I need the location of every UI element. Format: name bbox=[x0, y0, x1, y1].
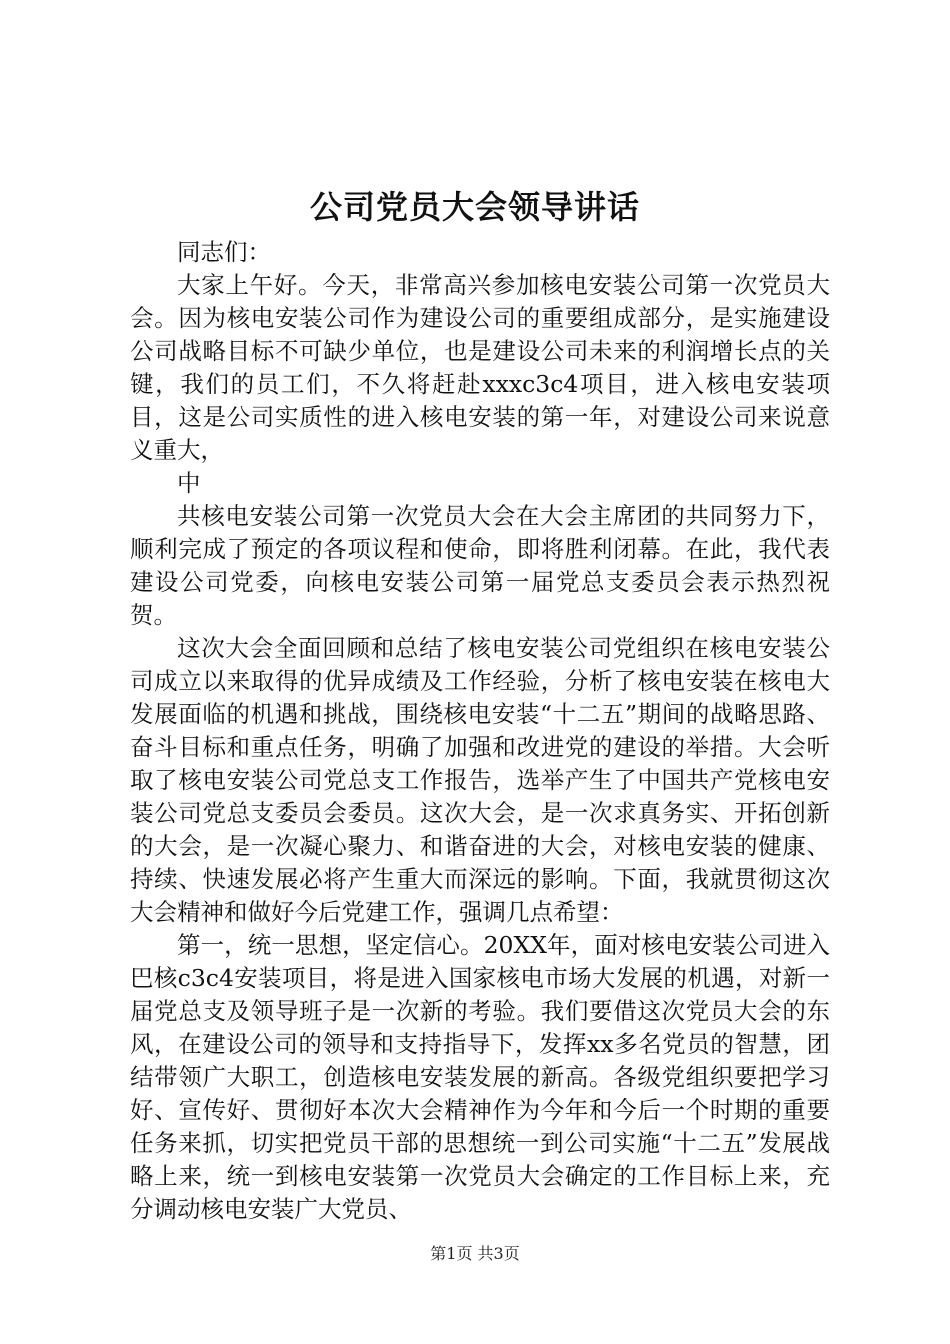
paragraph-review: 这次大会全面回顾和总结了核电安装公司党组织在核电安装公司成立以来取得的优异成绩及工作经验，分析了核电安装在核电大发展面临的机遇和挑战，围绕核电安装“十二五”期间的战略思路、奋斗目标和重点任务，明确了加强和改进党的建设的举措。大会听取了核电安装公司党总支工作报告，选举产生了中国共产党核电安装公司党总支委员会委员。这次大会，是一次求真务实、开拓创新的大会，是一次凝心聚力、和谐奋进的大会，对核电安装的健康、持续、快速发展必将产生重大而深远的影响。下面，我就贯彻这次大会精神和做好今后党建工作，强调几点希望： bbox=[130, 634, 830, 926]
paragraph-fragment: 中 bbox=[177, 469, 201, 497]
page-footer: 第1页 共3页 bbox=[430, 1244, 520, 1263]
document-body bbox=[130, 236, 830, 1226]
document-title: 公司党员大会领导讲话 bbox=[309, 188, 640, 226]
paragraph-congratulations: 共核电安装公司第一次党员大会在大会主席团的共同努力下，顺利完成了预定的各项议程和使命，即将胜利闭幕。在此，我代表建设公司党委，向核电安装公司第一届党总支委员会表示热烈祝贺。 bbox=[130, 502, 830, 629]
paragraph-first-point: 第一，统一思想，坚定信心。20XX年，面对核电安装公司进入巴核c3c4安装项目，将是进入国家核电市场大发展的机遇，对新一届党总支及领导班子是一次新的考验。我们要借这次党员大会的东风，在建设公司的领导和支持指导下，发挥xx多名党员的智慧，团结带领广大职工，创造核电安装发展的新高。各级党组织要把学习好、宣传好、贯彻好本次大会精神作为今年和今后一个时期的重要任务来抓，切实把党员干部的思想统一到公司实施“十二五”发展战略上来，统一到核电安装第一次党员大会确定的工作目标上来，充分调动核电安装广大党员、 bbox=[130, 931, 830, 1223]
paragraph-greeting: 大家上午好。今天，非常高兴参加核电安装公司第一次党员大会。因为核电安装公司作为建设公司的重要组成部分，是实施建设公司战略目标不可缺少单位，也是建设公司未来的利润增长点的关键，我们的员工们，不久将赶赴xxxc3c4项目，进入核电安装项目，这是公司实质性的进入核电安装的第一年，对建设公司来说意义重大， bbox=[130, 271, 830, 464]
paragraph-salutation: 同志们： bbox=[177, 238, 271, 266]
